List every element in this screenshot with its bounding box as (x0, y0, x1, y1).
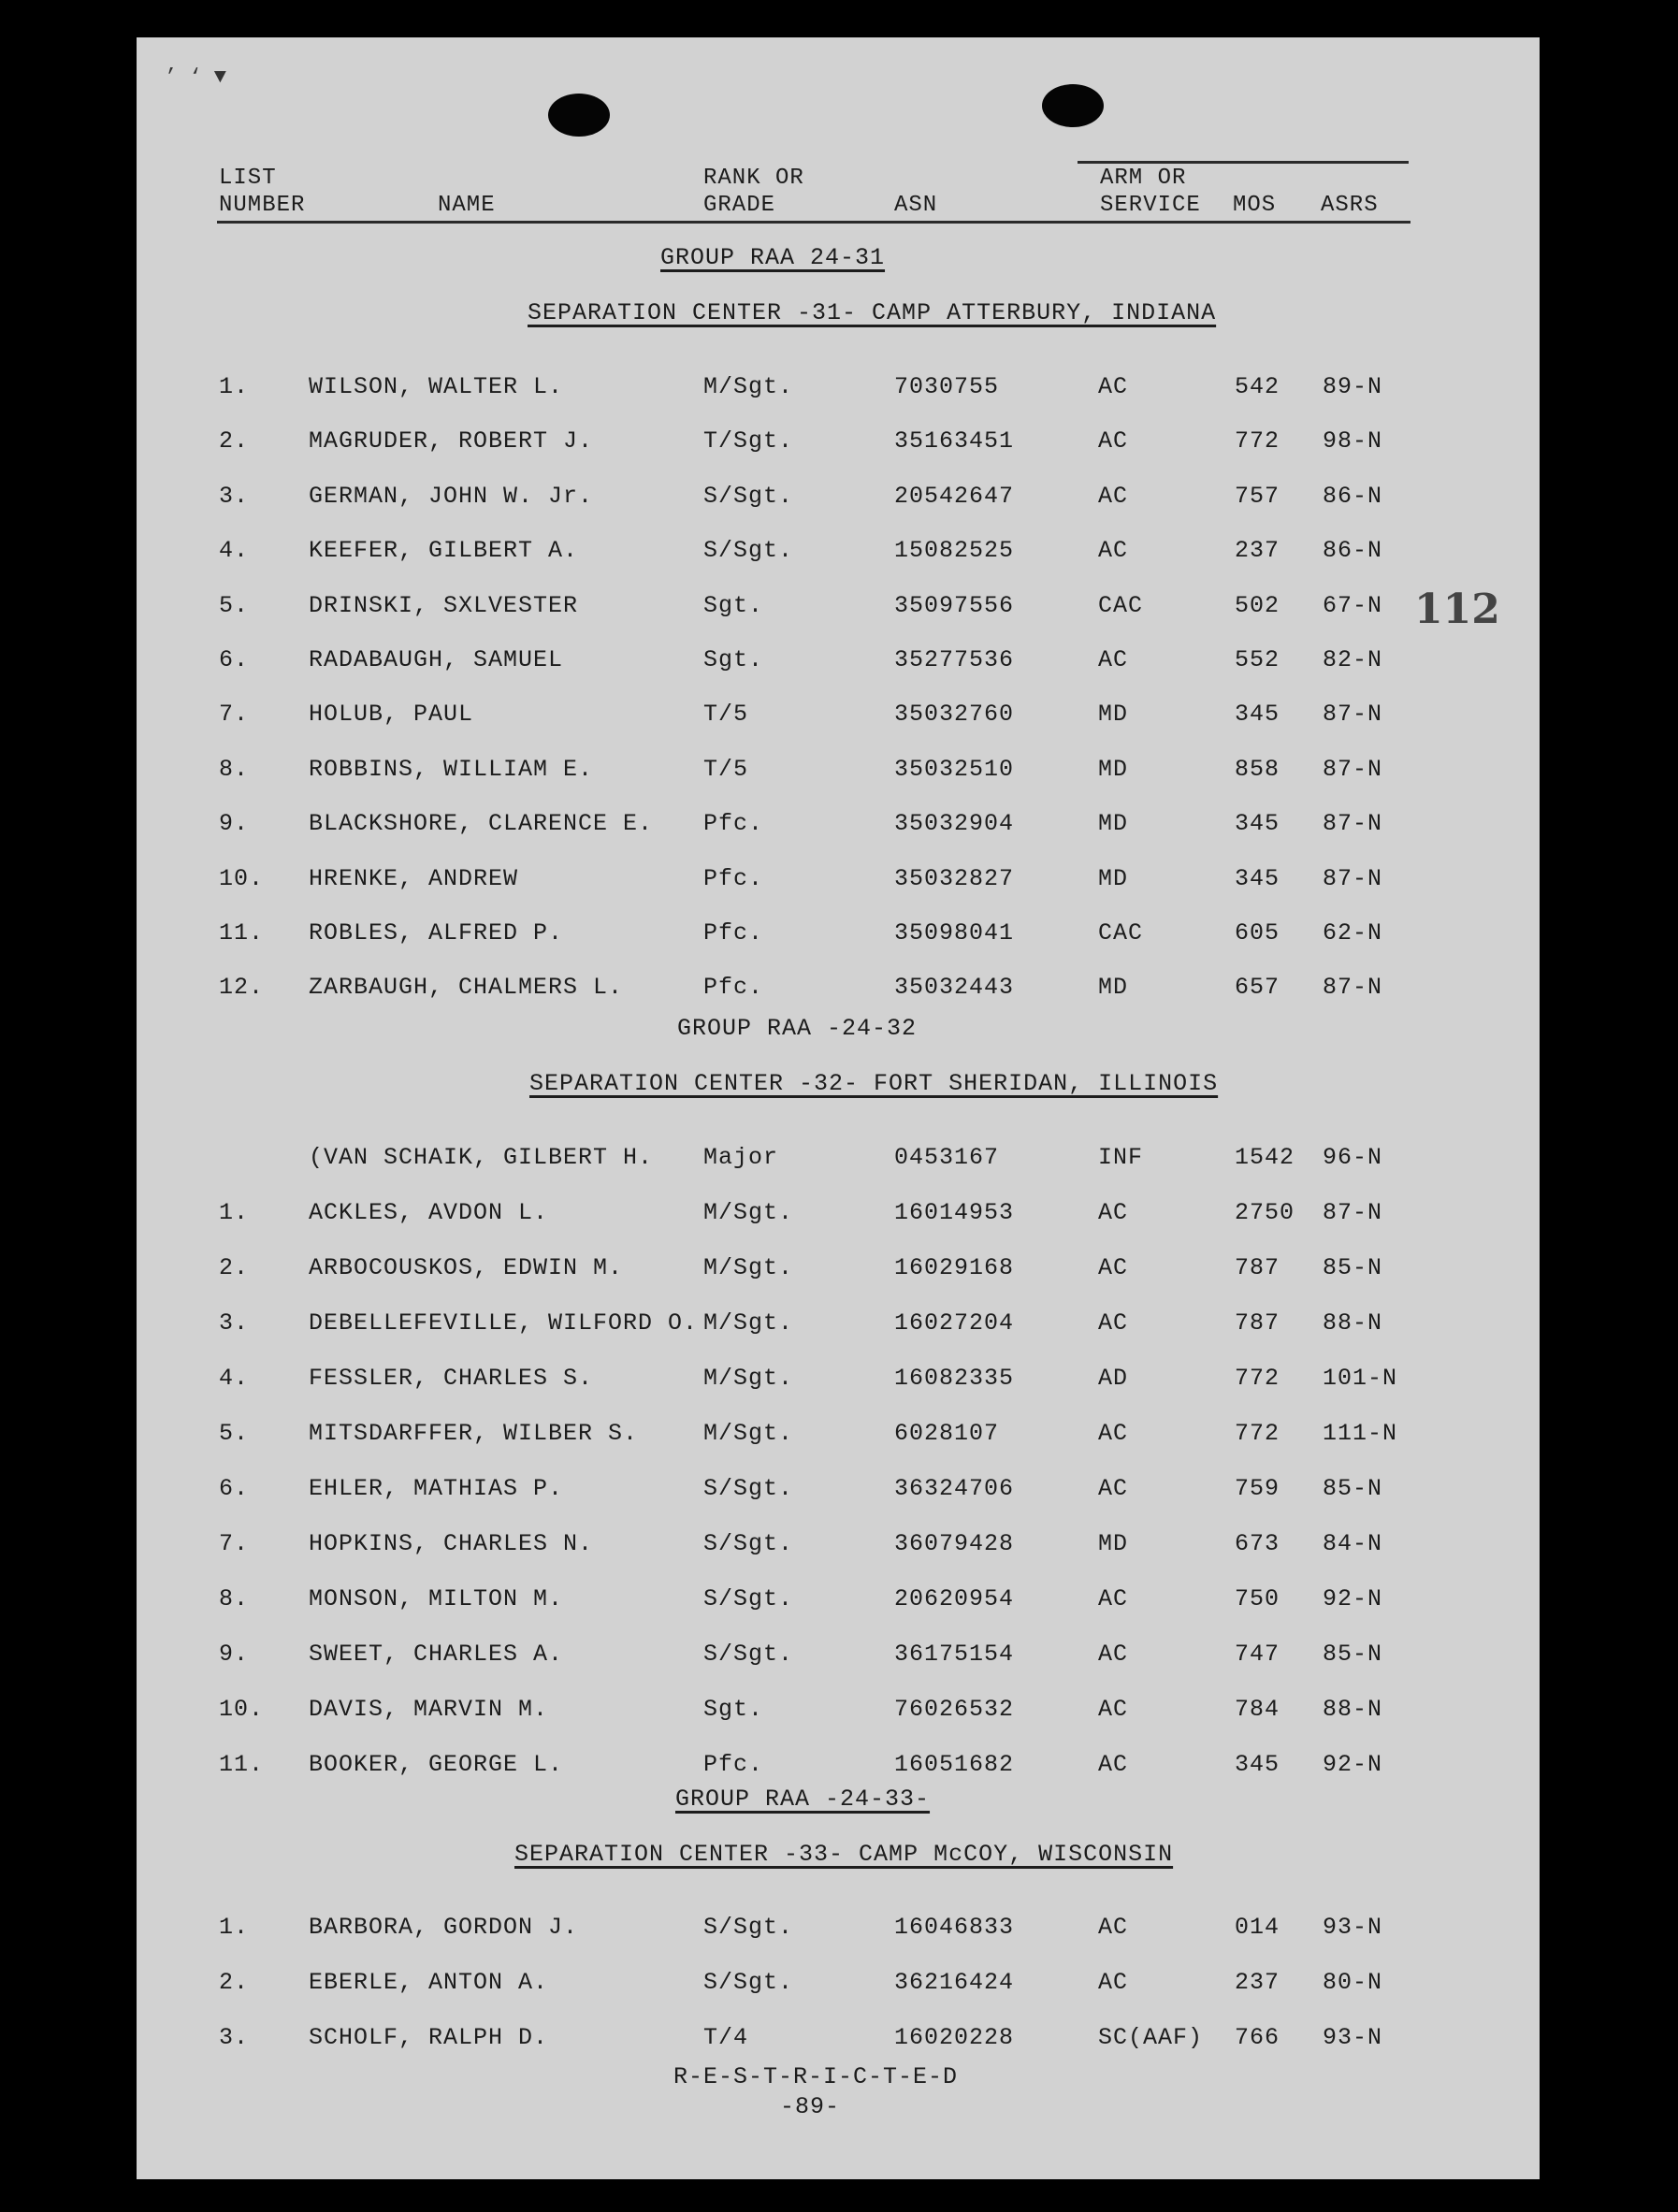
cell-asrs: 89-N (1323, 373, 1383, 400)
punch-hole-left (548, 94, 610, 137)
cell-asrs: 85-N (1323, 1254, 1383, 1281)
cell-asrs: 87-N (1323, 974, 1383, 1002)
cell-mos: 345 (1235, 701, 1280, 729)
cell-arm: MD (1098, 755, 1129, 783)
cell-asn: 35032760 (894, 701, 1015, 729)
cell-rank: S/Sgt. (703, 1585, 794, 1612)
header-list-number (219, 165, 305, 219)
cell-mos: 2750 (1235, 1199, 1295, 1226)
cell-asn: 16020228 (894, 2024, 1015, 2051)
roster-row (137, 860, 1540, 898)
cell-asrs: 92-N (1323, 1751, 1383, 1778)
cell-num: 9. (219, 810, 250, 838)
cell-mos: 772 (1235, 1420, 1280, 1447)
cell-rank: M/Sgt. (703, 1365, 794, 1392)
header-rank (703, 165, 804, 219)
cell-num: 7. (219, 701, 250, 729)
cell-arm: AC (1098, 646, 1129, 673)
cell-asn: 16046833 (894, 1914, 1015, 1941)
cell-asrs: 86-N (1323, 482, 1383, 510)
cell-name: BLACKSHORE, CLARENCE E. (309, 810, 654, 838)
cell-arm: AC (1098, 1969, 1129, 1996)
cell-rank: S/Sgt. (703, 1914, 794, 1941)
cell-asn: 7030755 (894, 373, 1000, 400)
cell-arm: AC (1098, 1641, 1129, 1668)
roster-row (137, 1909, 1540, 1946)
cell-asn: 16027204 (894, 1309, 1015, 1337)
cell-num: 2. (219, 1254, 250, 1281)
separation-center-heading: SEPARATION CENTER -31- CAMP ATTERBURY, INDIANA (528, 299, 1217, 326)
cell-name: BARBORA, GORDON J. (309, 1914, 579, 1941)
roster-row (137, 642, 1540, 679)
cell-asrs: 87-N (1323, 810, 1383, 838)
cell-asn: 20542647 (894, 482, 1015, 510)
cell-rank: Pfc. (703, 974, 764, 1002)
header-list-label: LIST (219, 166, 277, 191)
cell-name: DAVIS, MARVIN M. (309, 1696, 549, 1723)
cell-arm: AC (1098, 1199, 1129, 1226)
cell-asn: 76026532 (894, 1696, 1015, 1723)
cell-name: EHLER, MATHIAS P. (309, 1475, 564, 1502)
cell-name: ROBBINS, WILLIAM E. (309, 755, 594, 783)
cell-name: ROBLES, ALFRED P. (309, 919, 564, 947)
header-rank-label: RANK OR (703, 166, 804, 191)
cell-arm: AC (1098, 1914, 1129, 1941)
cell-num: 3. (219, 2024, 250, 2051)
cell-asn: 16082335 (894, 1365, 1015, 1392)
cell-arm: SC(AAF) (1098, 2024, 1204, 2051)
classification-marking: R-E-S-T-R-I-C-T-E-D (673, 2063, 959, 2090)
roster-row (137, 532, 1540, 570)
cell-rank: S/Sgt. (703, 1969, 794, 1996)
cell-rank: S/Sgt. (703, 482, 794, 510)
cell-mos: 1542 (1235, 1144, 1295, 1171)
cell-mos: 787 (1235, 1309, 1280, 1337)
page-number: -89- (780, 2093, 841, 2120)
cell-asrs: 92-N (1323, 1585, 1383, 1612)
cell-arm: CAC (1098, 591, 1144, 619)
cell-name: DRINSKI, SXLVESTER (309, 591, 579, 619)
cell-num: 10. (219, 1696, 265, 1723)
cell-asrs: 88-N (1323, 1696, 1383, 1723)
cell-arm: AC (1098, 537, 1129, 565)
roster-row (137, 751, 1540, 788)
cell-rank: T/5 (703, 701, 749, 729)
group-heading: GROUP RAA -24-33- (675, 1786, 931, 1813)
cell-mos: 750 (1235, 1585, 1280, 1612)
header-top-rule (1078, 161, 1409, 164)
cell-rank: S/Sgt. (703, 537, 794, 565)
cell-asn: 36324706 (894, 1475, 1015, 1502)
cell-name: HRENKE, ANDREW (309, 864, 519, 892)
cell-asn: 16014953 (894, 1199, 1015, 1226)
cell-name: (VAN SCHAIK, GILBERT H. (309, 1144, 654, 1171)
cell-arm: MD (1098, 1530, 1129, 1557)
cell-num: 1. (219, 373, 250, 400)
cell-asrs: 80-N (1323, 1969, 1383, 1996)
header-number-label: NUMBER (219, 193, 306, 218)
cell-mos: 787 (1235, 1254, 1280, 1281)
cell-num: 8. (219, 1585, 250, 1612)
document-page (137, 37, 1540, 2179)
punch-hole-right (1042, 84, 1104, 127)
cell-arm: INF (1098, 1144, 1144, 1171)
cell-rank: Sgt. (703, 1696, 764, 1723)
cell-asn: 35277536 (894, 646, 1015, 673)
roster-row (137, 1194, 1540, 1232)
cell-asn: 20620954 (894, 1585, 1015, 1612)
cell-mos: 502 (1235, 591, 1280, 619)
cell-arm: MD (1098, 701, 1129, 729)
cell-num: 5. (219, 591, 250, 619)
cell-num: 3. (219, 482, 250, 510)
cell-name: RADABAUGH, SAMUEL (309, 646, 564, 673)
cell-rank: M/Sgt. (703, 1199, 794, 1226)
roster-row (137, 478, 1540, 515)
roster-row (137, 1250, 1540, 1287)
roster-row (137, 587, 1540, 625)
cell-mos: 237 (1235, 537, 1280, 565)
cell-name: HOPKINS, CHARLES N. (309, 1530, 594, 1557)
cell-asrs: 62-N (1323, 919, 1383, 947)
corner-mark: ’ ‘ ▼ (165, 65, 227, 89)
roster-row (137, 969, 1540, 1006)
roster-row (137, 2019, 1540, 2057)
cell-name: ARBOCOUSKOS, EDWIN M. (309, 1254, 624, 1281)
roster-row (137, 1746, 1540, 1784)
cell-arm: AC (1098, 1254, 1129, 1281)
cell-rank: S/Sgt. (703, 1530, 794, 1557)
cell-num: 2. (219, 1969, 250, 1996)
cell-asn: 35032904 (894, 810, 1015, 838)
cell-num: 1. (219, 1199, 250, 1226)
cell-name: MONSON, MILTON M. (309, 1585, 564, 1612)
cell-asn: 35098041 (894, 919, 1015, 947)
cell-rank: M/Sgt. (703, 373, 794, 400)
cell-rank: Major (703, 1144, 779, 1171)
cell-mos: 542 (1235, 373, 1280, 400)
cell-asn: 35032827 (894, 864, 1015, 892)
header-arm (1100, 165, 1201, 219)
cell-asn: 35032443 (894, 974, 1015, 1002)
cell-arm: CAC (1098, 919, 1144, 947)
cell-mos: 014 (1235, 1914, 1280, 1941)
cell-asrs: 111-N (1323, 1420, 1398, 1447)
cell-num: 6. (219, 646, 250, 673)
cell-rank: Sgt. (703, 646, 764, 673)
header-name: NAME (438, 193, 496, 218)
cell-asrs: 85-N (1323, 1475, 1383, 1502)
cell-name: BOOKER, GEORGE L. (309, 1751, 564, 1778)
cell-asrs: 93-N (1323, 2024, 1383, 2051)
cell-arm: AC (1098, 482, 1129, 510)
cell-asrs: 67-N (1323, 591, 1383, 619)
cell-mos: 759 (1235, 1475, 1280, 1502)
roster-row (137, 1691, 1540, 1728)
cell-mos: 237 (1235, 1969, 1280, 1996)
cell-num: 2. (219, 427, 250, 455)
header-asn: ASN (894, 193, 938, 218)
cell-rank: Pfc. (703, 1751, 764, 1778)
cell-arm: MD (1098, 864, 1129, 892)
cell-mos: 757 (1235, 482, 1280, 510)
cell-mos: 345 (1235, 1751, 1280, 1778)
cell-arm: MD (1098, 974, 1129, 1002)
cell-mos: 747 (1235, 1641, 1280, 1668)
cell-rank: S/Sgt. (703, 1475, 794, 1502)
roster-row (137, 1415, 1540, 1453)
cell-asrs: 87-N (1323, 1199, 1383, 1226)
cell-mos: 552 (1235, 646, 1280, 673)
cell-asn: 35097556 (894, 591, 1015, 619)
cell-mos: 766 (1235, 2024, 1280, 2051)
cell-name: SWEET, CHARLES A. (309, 1641, 564, 1668)
cell-mos: 858 (1235, 755, 1280, 783)
cell-arm: AC (1098, 1309, 1129, 1337)
cell-rank: Pfc. (703, 810, 764, 838)
cell-asrs: 84-N (1323, 1530, 1383, 1557)
cell-name: ACKLES, AVDON L. (309, 1199, 549, 1226)
cell-arm: AC (1098, 1696, 1129, 1723)
cell-rank: Pfc. (703, 919, 764, 947)
cell-num: 12. (219, 974, 265, 1002)
cell-asn: 6028107 (894, 1420, 1000, 1447)
header-mos: MOS (1233, 193, 1277, 218)
roster-row (137, 1636, 1540, 1673)
cell-asrs: 101-N (1323, 1365, 1398, 1392)
group-heading: GROUP RAA 24-31 (660, 244, 886, 271)
page-stamp: 112 (1414, 586, 1500, 633)
cell-name: GERMAN, JOHN W. Jr. (309, 482, 594, 510)
cell-asrs: 85-N (1323, 1641, 1383, 1668)
cell-arm: AC (1098, 1585, 1129, 1612)
cell-name: EBERLE, ANTON A. (309, 1969, 549, 1996)
cell-asrs: 93-N (1323, 1914, 1383, 1941)
cell-asrs: 87-N (1323, 701, 1383, 729)
cell-arm: AC (1098, 1420, 1129, 1447)
cell-asrs: 86-N (1323, 537, 1383, 565)
cell-rank: Sgt. (703, 591, 764, 619)
cell-asn: 36079428 (894, 1530, 1015, 1557)
cell-num: 1. (219, 1914, 250, 1941)
cell-num: 11. (219, 1751, 265, 1778)
roster-row (137, 369, 1540, 406)
cell-asrs: 82-N (1323, 646, 1383, 673)
cell-asn: 36175154 (894, 1641, 1015, 1668)
roster-row (137, 1305, 1540, 1342)
cell-asrs: 96-N (1323, 1144, 1383, 1171)
cell-mos: 605 (1235, 919, 1280, 947)
roster-row (137, 1470, 1540, 1508)
header-grade-label: GRADE (703, 193, 776, 218)
cell-asn: 36216424 (894, 1969, 1015, 1996)
cell-rank: M/Sgt. (703, 1309, 794, 1337)
roster-row (137, 696, 1540, 733)
cell-name: SCHOLF, RALPH D. (309, 2024, 549, 2051)
cell-mos: 784 (1235, 1696, 1280, 1723)
cell-name: KEEFER, GILBERT A. (309, 537, 579, 565)
cell-rank: T/Sgt. (703, 427, 794, 455)
cell-arm: AD (1098, 1365, 1129, 1392)
cell-asrs: 87-N (1323, 755, 1383, 783)
cell-asrs: 88-N (1323, 1309, 1383, 1337)
separation-center-heading: SEPARATION CENTER -32- FORT SHERIDAN, ILLINOIS (529, 1070, 1219, 1097)
cell-name: WILSON, WALTER L. (309, 373, 564, 400)
cell-num: 5. (219, 1420, 250, 1447)
cell-mos: 772 (1235, 1365, 1280, 1392)
cell-name: MAGRUDER, ROBERT J. (309, 427, 594, 455)
cell-rank: M/Sgt. (703, 1420, 794, 1447)
cell-num: 6. (219, 1475, 250, 1502)
cell-arm: MD (1098, 810, 1129, 838)
roster-row (137, 1360, 1540, 1397)
header-bottom-rule (217, 221, 1410, 224)
cell-asn: 16051682 (894, 1751, 1015, 1778)
group-heading: GROUP RAA -24-32 (677, 1015, 918, 1042)
cell-name: HOLUB, PAUL (309, 701, 474, 729)
cell-name: DEBELLEFEVILLE, WILFORD O. (309, 1309, 699, 1337)
roster-row (137, 805, 1540, 843)
cell-rank: Pfc. (703, 864, 764, 892)
cell-arm: AC (1098, 1475, 1129, 1502)
roster-row (137, 423, 1540, 460)
cell-name: ZARBAUGH, CHALMERS L. (309, 974, 624, 1002)
cell-asn: 0453167 (894, 1144, 1000, 1171)
cell-num: 3. (219, 1309, 250, 1337)
cell-asrs: 98-N (1323, 427, 1383, 455)
roster-row (137, 1581, 1540, 1618)
roster-row (137, 1525, 1540, 1563)
cell-num: 10. (219, 864, 265, 892)
roster-row (137, 915, 1540, 952)
cell-mos: 345 (1235, 810, 1280, 838)
cell-mos: 657 (1235, 974, 1280, 1002)
header-service-label: SERVICE (1100, 193, 1201, 218)
cell-num: 4. (219, 537, 250, 565)
separation-center-heading: SEPARATION CENTER -33- CAMP McCOY, WISCONSIN (514, 1841, 1174, 1868)
cell-num: 8. (219, 755, 250, 783)
cell-mos: 345 (1235, 864, 1280, 892)
cell-rank: T/4 (703, 2024, 749, 2051)
cell-num: 11. (219, 919, 265, 947)
cell-asrs: 87-N (1323, 864, 1383, 892)
cell-asn: 15082525 (894, 537, 1015, 565)
cell-num: 7. (219, 1530, 250, 1557)
cell-asn: 35163451 (894, 427, 1015, 455)
cell-name: MITSDARFFER, WILBER S. (309, 1420, 639, 1447)
cell-mos: 673 (1235, 1530, 1280, 1557)
roster-row (137, 1964, 1540, 2002)
header-asrs: ASRS (1321, 193, 1379, 218)
cell-asn: 35032510 (894, 755, 1015, 783)
cell-name: FESSLER, CHARLES S. (309, 1365, 594, 1392)
cell-asn: 16029168 (894, 1254, 1015, 1281)
cell-num: 4. (219, 1365, 250, 1392)
header-arm-label: ARM OR (1100, 166, 1187, 191)
cell-rank: M/Sgt. (703, 1254, 794, 1281)
cell-rank: T/5 (703, 755, 749, 783)
cell-num: 9. (219, 1641, 250, 1668)
roster-row (137, 1139, 1540, 1177)
cell-arm: AC (1098, 427, 1129, 455)
cell-rank: S/Sgt. (703, 1641, 794, 1668)
cell-mos: 772 (1235, 427, 1280, 455)
cell-arm: AC (1098, 1751, 1129, 1778)
cell-arm: AC (1098, 373, 1129, 400)
